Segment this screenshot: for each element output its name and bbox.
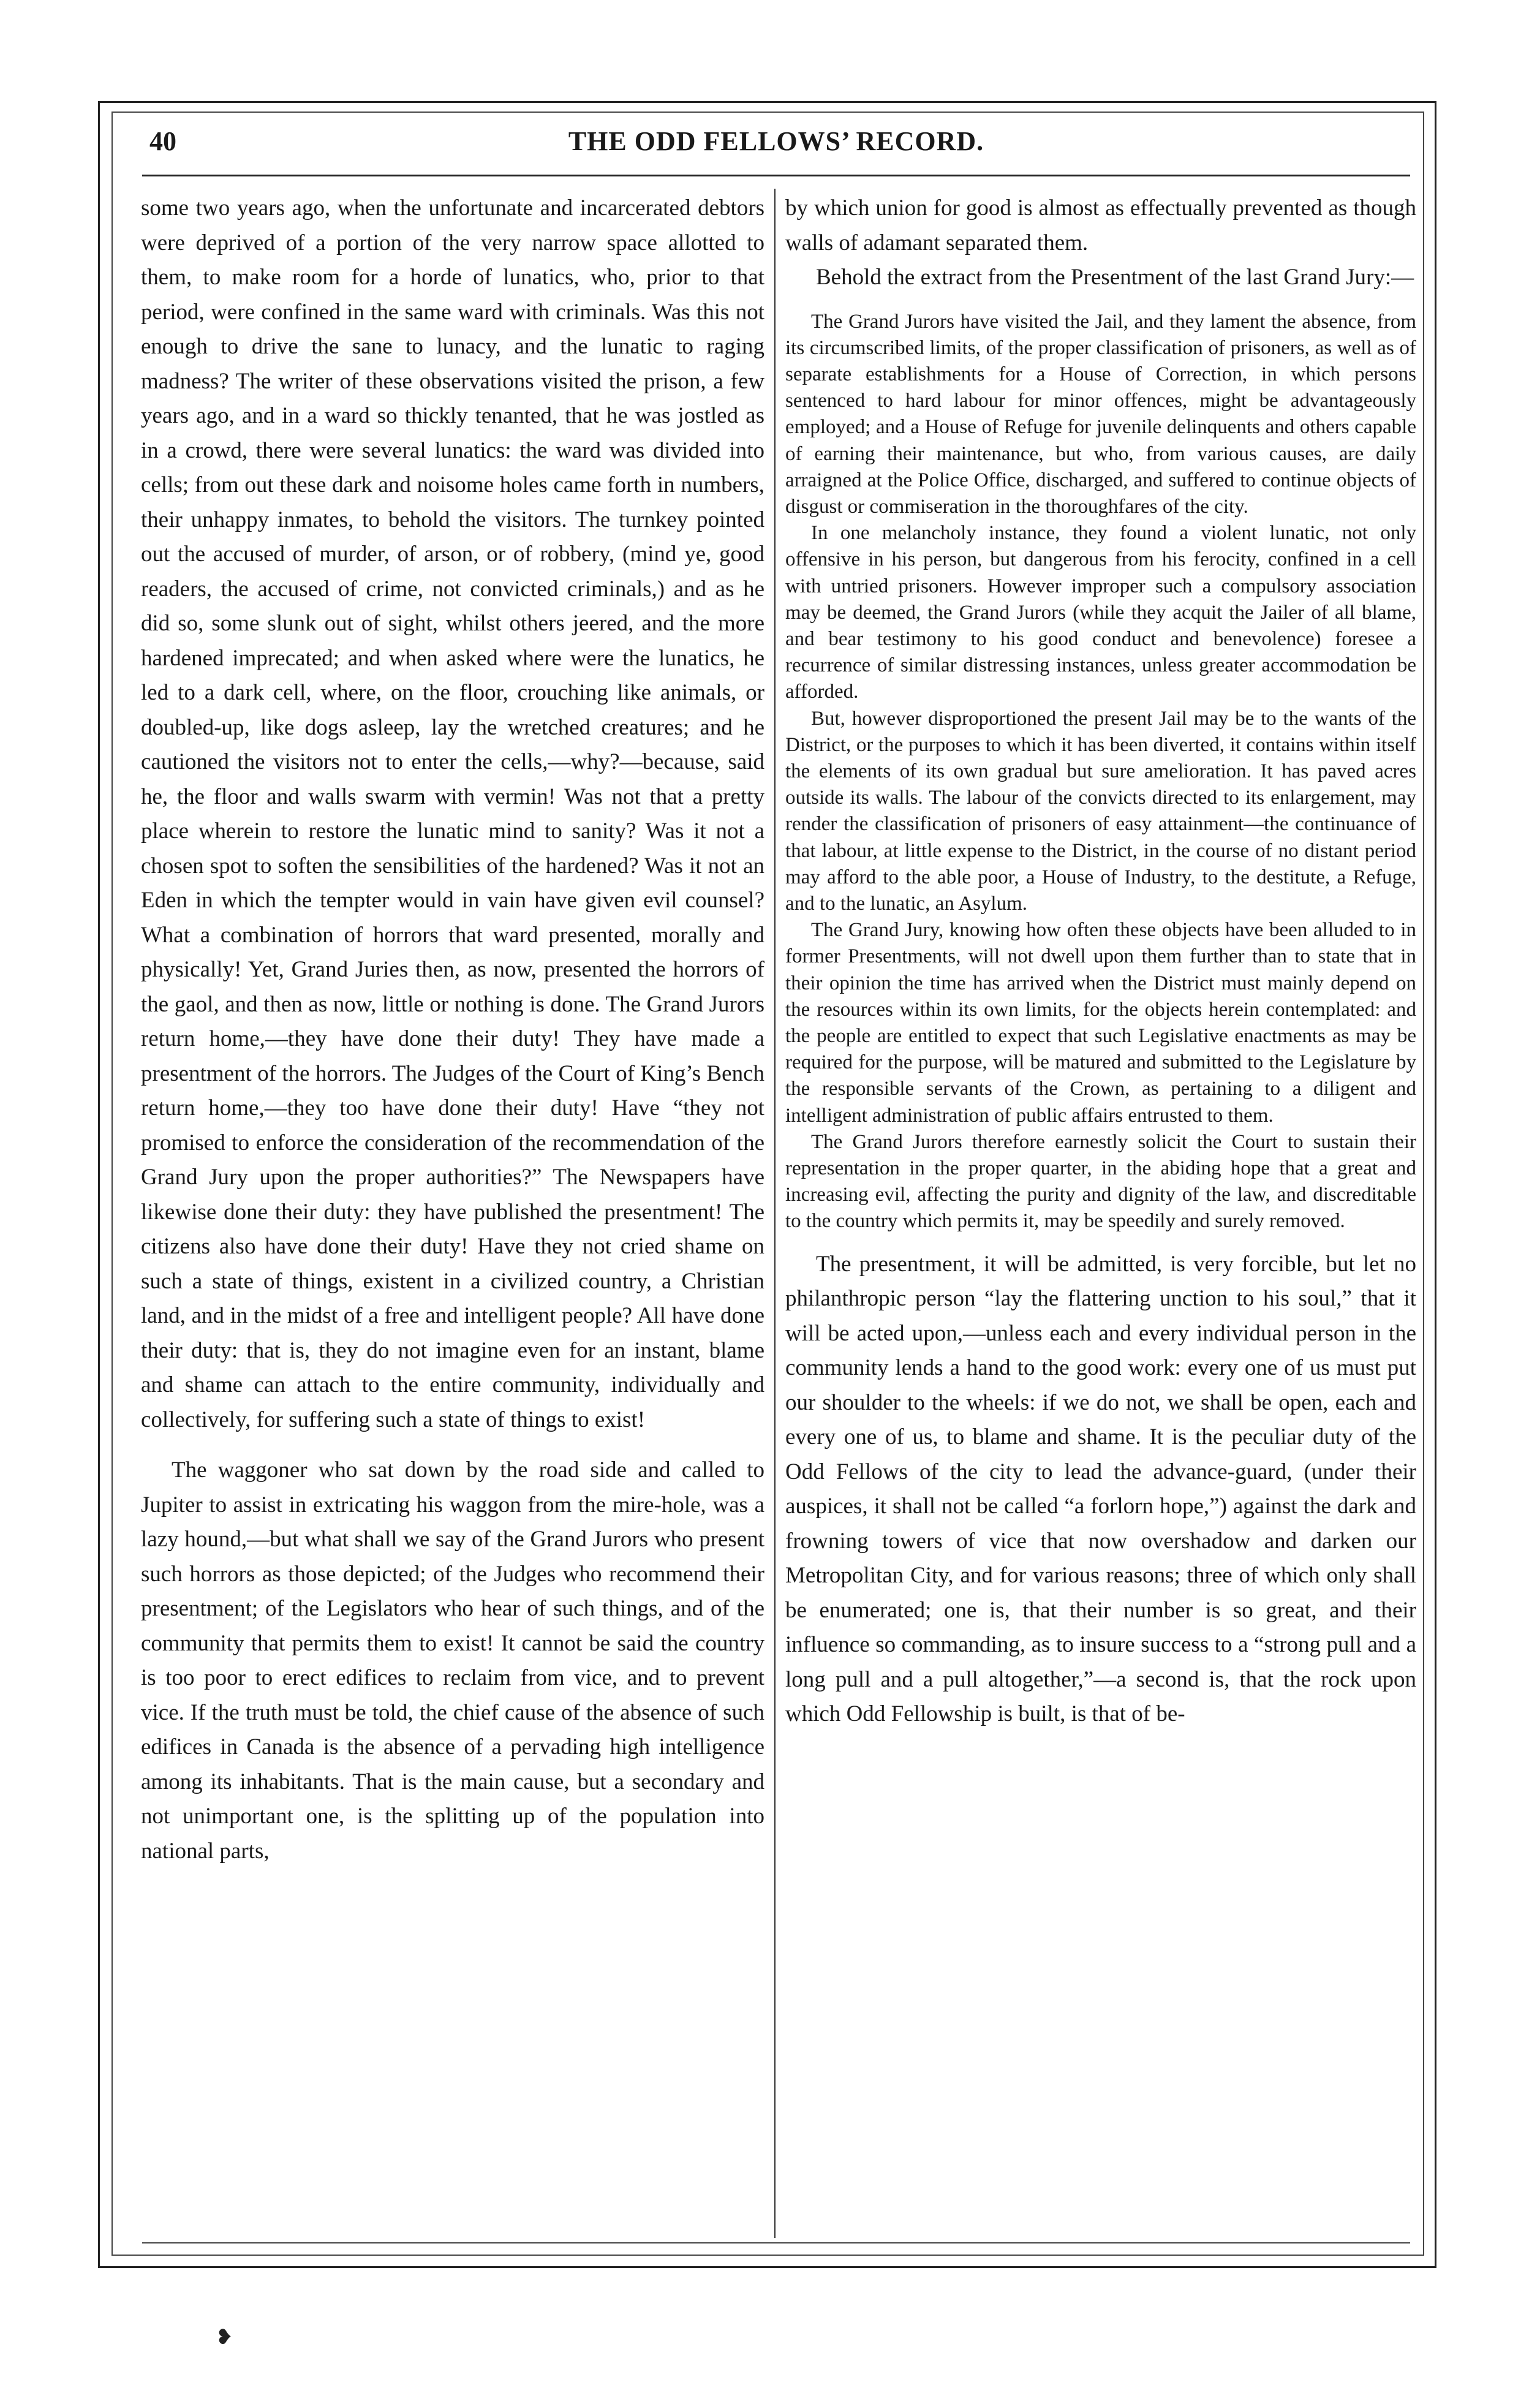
running-head [142, 126, 1410, 162]
right-column [785, 191, 1416, 2237]
page-number: 40 [149, 126, 176, 156]
header-rule [142, 175, 1410, 176]
body-paragraph: by which union for good is almost as effectually prevented as though walls of adamant separated them. [785, 195, 1416, 255]
presentment-quote-paragraph: The Grand Jurors therefore earnestly solicit the Court to sustain their representation in the proper quarter, in the abiding hope that a great and increasing evil, affecting the purity and dignity of the law, and discreditable to the country which permits it, may be speedily and surely removed. [785, 1130, 1416, 1233]
body-paragraph: The presentment, it will be admitted, is very forcible, but let no philanthropic person “lay the flattering unction to his soul,” that it will be acted upon,—unless each and every individual person in the community lends a hand to the good work: every one of us must put our shoulder to the wheels: if we do not, we shall be open, each and every one of us, to blame and shame. It is the peculiar duty of the Odd Fellows of the city to lead the advance-guard, (under their auspices, it shall not be called “a forlorn hope,”) against the dark and frowning towers of vice that now overshadow and darken our Metropolitan City, and for various reasons; three of which only shall be enumerated; one is, that their number is so great, and their influence so commanding, as to insure success to a “strong pull and a long pull and a pull altogether,”—a second is, that the rock upon which Odd Fellowship is built, is that of be- [785, 1251, 1416, 1727]
printer-mark: ❥ [216, 2326, 233, 2349]
body-paragraph: The waggoner who sat down by the road side and called to Jupiter to assist in extricating his waggon from the mire-hole, was a lazy hound,—but what shall we say of the Grand Jurors who present such horrors as those depicted; of the Judges who recommend their presentment; of the Legislators who hear of such things, and of the community that permits them to exist! It cannot be said the country is too poor to erect edifices to reclaim from vice, and to prevent vice. If the truth must be told, the chief cause of the absence of such edifices in Canada is the absence of a pervading high intelligence among its inhabitants. That is the main cause, but a secondary and not unimportant one, is the splitting up of the population into national parts, [141, 1457, 764, 1864]
body-paragraph: some two years ago, when the unfortunate and incarcerated debtors were deprived of a portion of the very narrow space allotted to them, to make room for a horde of lunatics, who, prior to that period, were confined in the same ward with criminals. Was this not enough to drive the sane to lunacy, and the lunatic to raging madness? The writer of these observations visited the prison, a few years ago, and in a ward so thickly tenanted, that he was jostled as in a crowd, there were several lunatics: the ward was divided into cells; from out these dark and noisome holes came forth in numbers, their unhappy inmates, to behold the visitors. The turnkey pointed out the accused of murder, of arson, or of robbery, (mind ye, good readers, the accused of crime, not convicted criminals,) and as he did so, some slunk out of sight, whilst others jeered, and the more hardened imprecated; and when asked where were the lunatics, he led to a dark cell, where, on the floor, crouching like animals, or doubled-up, like dogs asleep, lay the wretched creatures; and he cautioned the visitors not to enter the cells,—why?—because, said he, the floor and walls swarm with vermin! Was not that a pretty place wherein to restore the lunatic mind to sanity? Was it not a chosen spot to soften the sensibilities of the hardened? Was it not an Eden in which the tempter would in vain have given evil counsel? What a combination of horrors that ward presented, morally and physically! Yet, Grand Juries then, as now, presented the horrors of the gaol, and then as now, little or nothing is done. The Grand Jurors return home,—they have done their duty! They have made a presentment of the horrors. The Judges of the Court of King’s Bench return home,—they too have done their duty! Have “they not promised to enforce the consideration of the recommendation of the Grand Jury upon the proper authorities?” The Newspapers have likewise done their duty: they have published the presentment! The citizens also have done their duty! Have they not cried shame on such a state of things, existent in a civilized country, a Christian land, and in the midst of a free and intelligent people? All have done their duty: that is, they do not imagine even for an instant, blame and shame can attach to the entire community, individually and collectively, for suffering such a state of things to exist! [141, 195, 764, 1432]
presentment-quote-paragraph: The Grand Jury, knowing how often these objects have been alluded to in former Presentments, will not dwell upon them further than to state that in their opinion the time has arrived when the District must mainly depend on the resources within its own limits, for the objects herein contemplated: and the people are entitled to expect that such Legislative enactments as may be required for the purpose, will be matured and submitted to the Legislature by the responsible servants of the Crown, as pertaining to a diligent and intelligent administration of public affairs entrusted to them. [785, 919, 1416, 1127]
presentment-quote-paragraph: The Grand Jurors have visited the Jail, and they lament the absence, from its circumscribed limits, of the proper classification of prisoners, as well as of separate establishments for a House of Correction, in which persons sentenced to hard labour for minor offences, might be advantageously employed; and a House of Refuge for juvenile delinquents and others capable of earning their maintenance, but who, from various causes, are daily arraigned at the Police Office, discharged, and suffered to continue objects of disgust or commiseration in the thoroughfares of the city. [785, 310, 1416, 518]
presentment-quote-paragraph: But, however disproportioned the present Jail may be to the wants of the District, or the purposes to which it has been diverted, it contains within itself the elements of its own gradual but sure amelioration. It has paved acres outside its walls. The labour of the convicts directed to its enlargement, may render the classification of prisoners of easy attainment—the continuance of that labour, at little expense to the District, in the course of no distant period may afford to the able poor, a House of Industry, to the destitute, a Refuge, and to the lunatic, an Asylum. [785, 707, 1416, 915]
column-divider [774, 189, 776, 2238]
left-column [141, 191, 764, 2237]
presentment-quote-paragraph: In one melancholy instance, they found a violent lunatic, not only offensive in his person, but dangerous from his ferocity, confined in a cell with untried prisoners. However improper such a compulsory association may be deemed, the Grand Jurors (while they acquit the Jailer of all blame, and bear testimony to his good conduct and benevolence) foresee a recurrence of similar distressing instances, unless greater accommodation be afforded. [785, 522, 1416, 703]
journal-title: THE ODD FELLOWS’ RECORD. [568, 126, 984, 156]
bottom-rule [142, 2242, 1410, 2243]
body-paragraph: Behold the extract from the Presentment of the last Grand Jury:— [816, 265, 1414, 290]
